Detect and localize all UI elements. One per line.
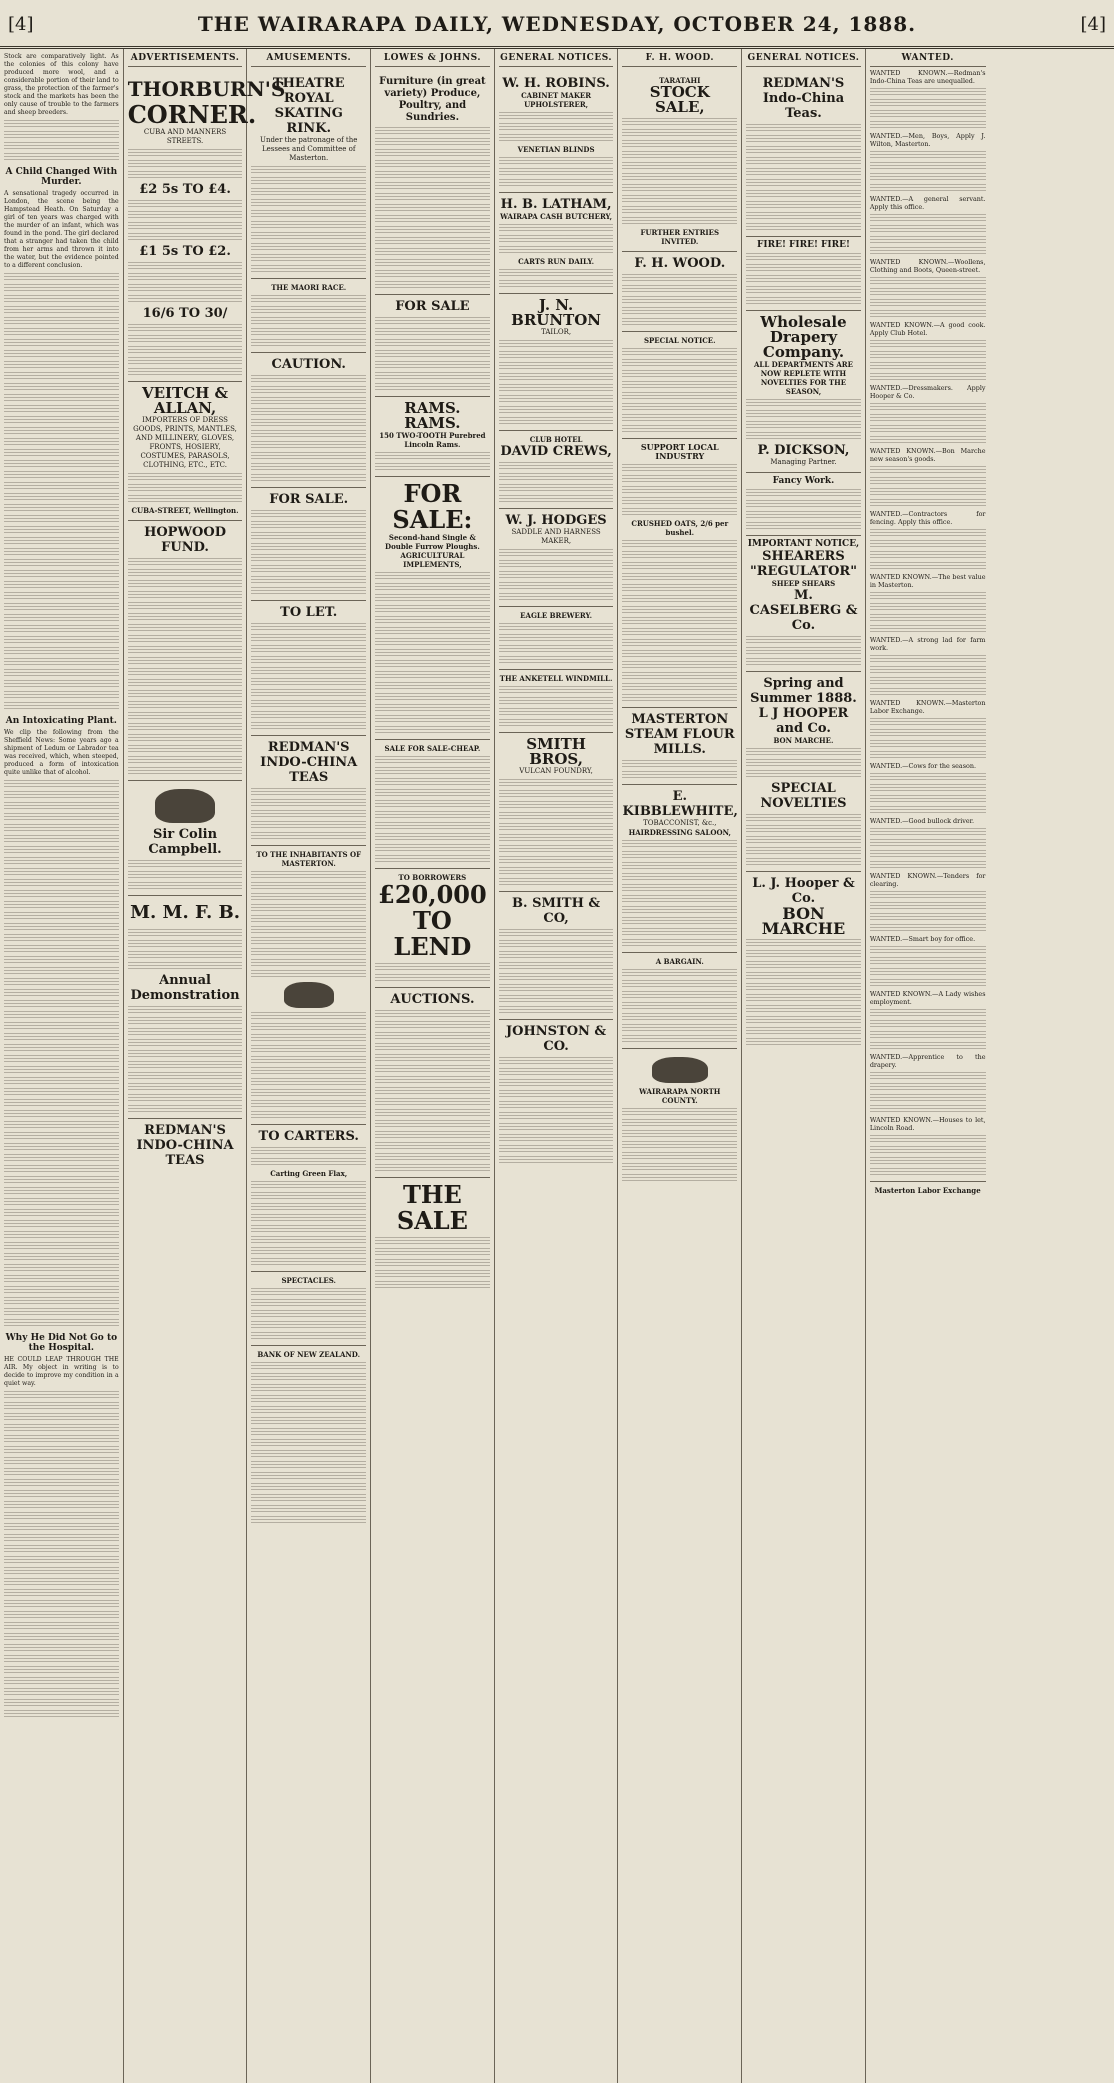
ad-price: 16/6 TO 30/ bbox=[142, 306, 228, 321]
advertisement bbox=[375, 72, 490, 289]
newspaper-title: THE WAIRARAPA DAILY, WEDNESDAY, OCTOBER 24, 1888. bbox=[197, 12, 917, 36]
ad-title: SPECIAL NOTICE. bbox=[643, 336, 716, 345]
advertisement bbox=[375, 476, 490, 734]
wanted-item: WANTED KNOWN.—Tenders for clearing. bbox=[869, 872, 986, 888]
ad-subtitle: VENETIAN BLINDS bbox=[517, 145, 595, 154]
advertisement bbox=[251, 72, 366, 273]
ad-title: REDMAN'S Indo-China Teas. bbox=[762, 76, 845, 121]
ad-subtitle: STOCK SALE, bbox=[649, 83, 710, 116]
ad-subtitle: Carting Green Flax, bbox=[270, 1169, 348, 1178]
ad-subtitle: CRUSHED OATS, 2/6 per bushel. bbox=[631, 519, 729, 537]
advertisement bbox=[622, 438, 737, 702]
ad-price: £1 5s TO £2. bbox=[139, 244, 231, 259]
wanted-item: WANTED.—Smart boy for office. bbox=[869, 935, 976, 943]
story-heading: Why He Did Not Go to the Hospital. bbox=[5, 1333, 118, 1353]
news-story: A sensational tragedy occurred in London, the scene being the Hampstead Heath. On Saturday a girl of ten years was charged with the murder of an infant, which was found in the pond. The girl declared that a stranger had taken the child from her arms and thrown it into the water, but the evidence pointed to a different conclusion. bbox=[4, 190, 119, 269]
ad-title: Sir Colin Campbell. bbox=[148, 827, 222, 857]
ad-subtitle: SADDLE AND HARNESS MAKER, bbox=[511, 528, 601, 545]
advertisement bbox=[127, 72, 286, 376]
ad-title: FIRE! FIRE! FIRE! bbox=[757, 240, 850, 250]
wanted-item: WANTED.—Good bullock driver. bbox=[869, 817, 975, 825]
ad-subtitle: TOBACCONIST, &c., bbox=[643, 819, 717, 827]
ad-title: F. H. WOOD. bbox=[634, 256, 726, 271]
ad-subtitle: AGRICULTURAL IMPLEMENTS, bbox=[400, 551, 465, 569]
ad-title: MASTERTON STEAM FLOUR MILLS. bbox=[624, 712, 735, 757]
wanted-item: WANTED KNOWN.—Bon Marche new season's goods. bbox=[869, 447, 986, 463]
ad-title: THEATRE ROYAL SKATING RINK. bbox=[272, 76, 345, 136]
advertisement bbox=[499, 732, 614, 886]
ad-title: Spring and Summer 1888. bbox=[750, 676, 857, 706]
advertisement bbox=[375, 294, 490, 391]
ad-title: THE MAORI RACE. bbox=[271, 283, 347, 292]
ad-text: IMPORTERS OF DRESS GOODS, PRINTS, MANTLES, AND MILLINERY, GLOVES, FRONTS, HOSIERY, COSTUMES, PARASOLS, CLOTHING, ETC., ETC. bbox=[133, 416, 237, 469]
ad-title: H. B. LATHAM, bbox=[500, 197, 612, 212]
news-story: Stock are comparatively light. As the colonies of this colony have produced more wool, and a considerable portion of their land to grass, the protection of the farmer's stock and the markets has been the only cause of trouble to the farmers and sheep breeders. bbox=[4, 53, 119, 116]
wanted-list bbox=[870, 69, 986, 1176]
wanted-item: WANTED.—Dressmakers. Apply Hooper & Co. bbox=[869, 384, 986, 400]
ad-title: TO THE INHABITANTS OF MASTERTON. bbox=[256, 850, 362, 868]
ad-price: £2 5s TO £4. bbox=[139, 182, 231, 197]
advertisement bbox=[622, 952, 737, 1043]
advertisement bbox=[251, 278, 366, 347]
ad-title: CAUTION. bbox=[271, 357, 346, 372]
ad-title: CLUB HOTEL bbox=[529, 435, 583, 444]
advertisement bbox=[622, 331, 737, 433]
ad-subtitle: BON MARCHE bbox=[761, 904, 846, 938]
ad-title: A BARGAIN. bbox=[655, 957, 704, 966]
ad-subtitle: "REGULATOR" bbox=[749, 564, 857, 579]
advertisement bbox=[622, 251, 737, 326]
advertisement bbox=[251, 1124, 366, 1266]
ad-title: FOR SALE: bbox=[392, 479, 473, 534]
ad-title: L. J. Hooper & Co. bbox=[752, 876, 855, 906]
ad-subtitle: CARTS RUN DAILY. bbox=[518, 257, 595, 266]
ad-title: THE SALE bbox=[396, 1180, 468, 1235]
advertisement bbox=[746, 671, 861, 866]
advertisement bbox=[251, 487, 366, 595]
column-heading: F. H. WOOD. bbox=[622, 51, 737, 67]
ad-title: RAMS. RAMS. bbox=[404, 399, 461, 432]
advertisement bbox=[251, 600, 366, 730]
advertisement bbox=[746, 871, 861, 1046]
crest-illustration bbox=[284, 982, 334, 1008]
advertisement bbox=[746, 72, 861, 231]
ad-title: REDMAN'S INDO-CHINA TEAS bbox=[260, 740, 358, 785]
ad-title: SALE FOR SALE-CHEAP. bbox=[384, 744, 481, 753]
ad-text: FURTHER ENTRIES INVITED. bbox=[640, 228, 720, 246]
ad-title: JOHNSTON & CO. bbox=[506, 1024, 607, 1054]
advertisement bbox=[375, 868, 490, 982]
advertisement bbox=[499, 192, 614, 288]
ad-title: B. SMITH & CO, bbox=[512, 896, 601, 926]
page-number-right: [4] bbox=[1080, 14, 1106, 35]
column-heading: GENERAL NOTICES. bbox=[499, 51, 614, 67]
advertisement bbox=[128, 780, 243, 890]
column-wanted bbox=[866, 49, 990, 2083]
ad-title: J. N. BRUNTON bbox=[511, 296, 602, 329]
news-story: HE COULD LEAP THROUGH THE AIR. My object in writing is to decide to improve my condition in a quiet way. bbox=[4, 1356, 119, 1387]
ad-address: CUBA-STREET, Wellington. bbox=[131, 506, 239, 515]
column-heading: GENERAL NOTICES. bbox=[746, 51, 861, 67]
advertisement bbox=[375, 396, 490, 471]
ad-subtitle: CABINET MAKER UPHOLSTERER, bbox=[521, 91, 592, 109]
advertisement bbox=[499, 1019, 614, 1164]
advertisement bbox=[746, 472, 861, 530]
wanted-item: WANTED KNOWN.—Houses to let, Lincoln Road. bbox=[869, 1116, 986, 1132]
news-story: We clip the following from the Sheffield News: Some years ago a shipment of Ledum or Labrador tea was received, which, when steeped, produced a form of intoxication quite unlike that of alcohol. bbox=[4, 729, 119, 776]
ad-subtitle: 150 TWO-TOOTH Purebred Lincoln Rams. bbox=[379, 431, 486, 449]
ad-subtitle: VULCAN FOUNDRY, bbox=[519, 767, 593, 775]
column-heading: WANTED. bbox=[870, 51, 986, 67]
ad-title: SMITH BROS, bbox=[526, 735, 586, 768]
wanted-item: WANTED.—A general servant. Apply this office. bbox=[869, 195, 986, 211]
ad-title: FOR SALE bbox=[395, 299, 470, 314]
ad-subtitle: SPECIAL NOVELTIES bbox=[760, 781, 847, 811]
wanted-item: WANTED KNOWN.—Redman's Indo-China Teas are unequalled. bbox=[869, 69, 986, 85]
column-heading: ADVERTISEMENTS. bbox=[128, 51, 243, 67]
column-drapery bbox=[742, 49, 866, 2083]
advertisement bbox=[499, 430, 614, 503]
advertisement bbox=[251, 1271, 366, 1340]
wanted-item: WANTED KNOWN.—A Lady wishes employment. bbox=[869, 990, 986, 1006]
ad-text: Managing Partner. bbox=[770, 458, 837, 466]
advertisement bbox=[622, 784, 737, 947]
ad-title: REDMAN'S INDO-CHINA TEAS bbox=[136, 1123, 234, 1168]
column-grid bbox=[0, 49, 1114, 2083]
ad-title: Wholesale Drapery Company. bbox=[760, 313, 847, 361]
advertisement bbox=[499, 72, 614, 187]
wanted-item: WANTED.—Cows for the season. bbox=[869, 762, 976, 770]
advertisement bbox=[499, 891, 614, 1014]
ad-title: IMPORTANT NOTICE, bbox=[747, 539, 860, 549]
column-general-notices bbox=[495, 49, 619, 2083]
ad-name: L J HOOPER and Co. bbox=[758, 706, 849, 736]
column-lowes-johns bbox=[371, 49, 495, 2083]
story-heading: A Child Changed With Murder. bbox=[5, 167, 118, 187]
advertisement bbox=[746, 236, 861, 305]
ad-name: M. CASELBERG & Co. bbox=[749, 588, 858, 633]
ad-name: P. DICKSON, bbox=[757, 443, 850, 458]
ad-subtitle: Second-hand Single & Double Furrow Ploughs. bbox=[385, 533, 480, 551]
ad-subtitle: HAIRDRESSING SALOON, bbox=[628, 828, 731, 837]
advertisement bbox=[251, 735, 366, 840]
advertisement bbox=[622, 707, 737, 779]
column-heading: AMUSEMENTS. bbox=[251, 51, 366, 67]
advertisement bbox=[746, 535, 861, 666]
page-number-left: [4] bbox=[8, 14, 34, 35]
column-heading: LOWES & JOHNS. bbox=[375, 51, 490, 67]
ad-subtitle: TAILOR, bbox=[541, 328, 572, 336]
masthead bbox=[0, 0, 1114, 49]
advertisement bbox=[375, 1177, 490, 1289]
ad-subtitle: DAVID CREWS, bbox=[500, 444, 612, 459]
advertisement bbox=[251, 352, 366, 482]
ad-title: TO CARTERS. bbox=[258, 1129, 359, 1144]
ad-title: SUPPORT LOCAL INDUSTRY bbox=[640, 442, 719, 461]
crest-illustration bbox=[652, 1057, 708, 1083]
ad-title: THE ANKETELL WINDMILL. bbox=[499, 674, 613, 683]
advertisement bbox=[499, 669, 614, 727]
wanted-item: WANTED.—A strong lad for farm work. bbox=[869, 636, 986, 652]
ad-title: Furniture (in great variety) Produce, Poultry, and Sundries. bbox=[379, 76, 486, 123]
advertisement bbox=[622, 1048, 737, 1182]
wanted-item: WANTED.—Contractors for fencing. Apply this office. bbox=[869, 510, 986, 526]
advertisement bbox=[622, 72, 737, 246]
ad-title: W. H. ROBINS. bbox=[502, 76, 610, 91]
ad-title: BANK OF NEW ZEALAND. bbox=[257, 1350, 361, 1359]
advertisement bbox=[870, 1181, 986, 1195]
ad-amount: £20,000 TO LEND bbox=[378, 880, 487, 961]
advertisement bbox=[128, 381, 243, 515]
ad-title: Masterton Labor Exchange bbox=[874, 1186, 981, 1195]
wanted-item: WANTED KNOWN.—Masterton Labor Exchange. bbox=[869, 699, 986, 715]
advertisement bbox=[128, 895, 243, 1113]
horse-illustration bbox=[155, 789, 215, 823]
advertisement bbox=[251, 845, 366, 1119]
advertisement bbox=[375, 739, 490, 863]
ad-title: THORBURN'S bbox=[127, 77, 286, 101]
ad-title: Fancy Work. bbox=[772, 476, 835, 486]
advertisement bbox=[375, 987, 490, 1172]
ad-subtitle: ALL DEPARTMENTS ARE NOW REPLETE WITH NOVELTIES FOR THE SEASON, bbox=[753, 360, 853, 396]
ad-title: M. M. F. B. bbox=[130, 902, 240, 923]
ad-title: SPECTACLES. bbox=[281, 1276, 336, 1285]
wanted-item: WANTED KNOWN.—The best value in Masterton. bbox=[869, 573, 986, 589]
wanted-item: WANTED KNOWN.—A good cook. Apply Club Hotel. bbox=[869, 321, 986, 337]
ad-title: E. KIBBLEWHITE, bbox=[622, 789, 738, 819]
advertisement bbox=[499, 508, 614, 601]
ad-title: FOR SALE. bbox=[269, 492, 349, 507]
wanted-item: WANTED KNOWN.—Woollens, Clothing and Boots, Queen-street. bbox=[869, 258, 986, 274]
ad-title: WAIRARAPA NORTH COUNTY. bbox=[639, 1087, 721, 1105]
story-heading: An Intoxicating Plant. bbox=[5, 716, 117, 726]
ad-subtitle: CORNER. bbox=[127, 100, 257, 129]
advertisement bbox=[128, 1118, 243, 1168]
ad-title: HOPWOOD FUND. bbox=[144, 525, 226, 555]
ad-title: TARATAHI bbox=[659, 76, 701, 85]
wanted-item: WANTED.—Men, Boys, Apply J. Wilton, Masterton. bbox=[869, 132, 986, 148]
advertisement bbox=[499, 293, 614, 425]
advertisement bbox=[251, 1345, 366, 1524]
ad-subtitle: SHEEP SHEARS bbox=[771, 579, 836, 588]
ad-subtitle: BON MARCHE. bbox=[773, 736, 834, 745]
ad-subtitle: SHEARERS bbox=[762, 549, 845, 564]
ad-title: AUCTIONS. bbox=[390, 992, 475, 1007]
ad-title: VEITCH & ALLAN, bbox=[141, 384, 229, 417]
ad-title: TO BORROWERS bbox=[398, 873, 467, 882]
ad-subtitle: WAIRAPA CASH BUTCHERY, bbox=[500, 212, 613, 221]
wanted-item: WANTED.—Apprentice to the drapery. bbox=[869, 1053, 986, 1069]
column-advertisements bbox=[124, 49, 286, 2083]
column-amusements bbox=[247, 49, 371, 2083]
advertisement bbox=[499, 606, 614, 664]
ad-title: TO LET. bbox=[280, 605, 338, 620]
ad-title: Annual Demonstration bbox=[130, 973, 240, 1003]
advertisement bbox=[746, 310, 861, 467]
ad-text: CUBA AND MANNERS STREETS. bbox=[143, 128, 227, 145]
column-news bbox=[0, 49, 124, 2083]
column-fh-wood bbox=[618, 49, 742, 2083]
ad-title: EAGLE BREWERY. bbox=[520, 611, 593, 620]
ad-text: Under the patronage of the Lessees and Committee of Masterton. bbox=[260, 136, 358, 162]
advertisement bbox=[128, 520, 243, 775]
ad-title: W. J. HODGES bbox=[505, 513, 607, 528]
